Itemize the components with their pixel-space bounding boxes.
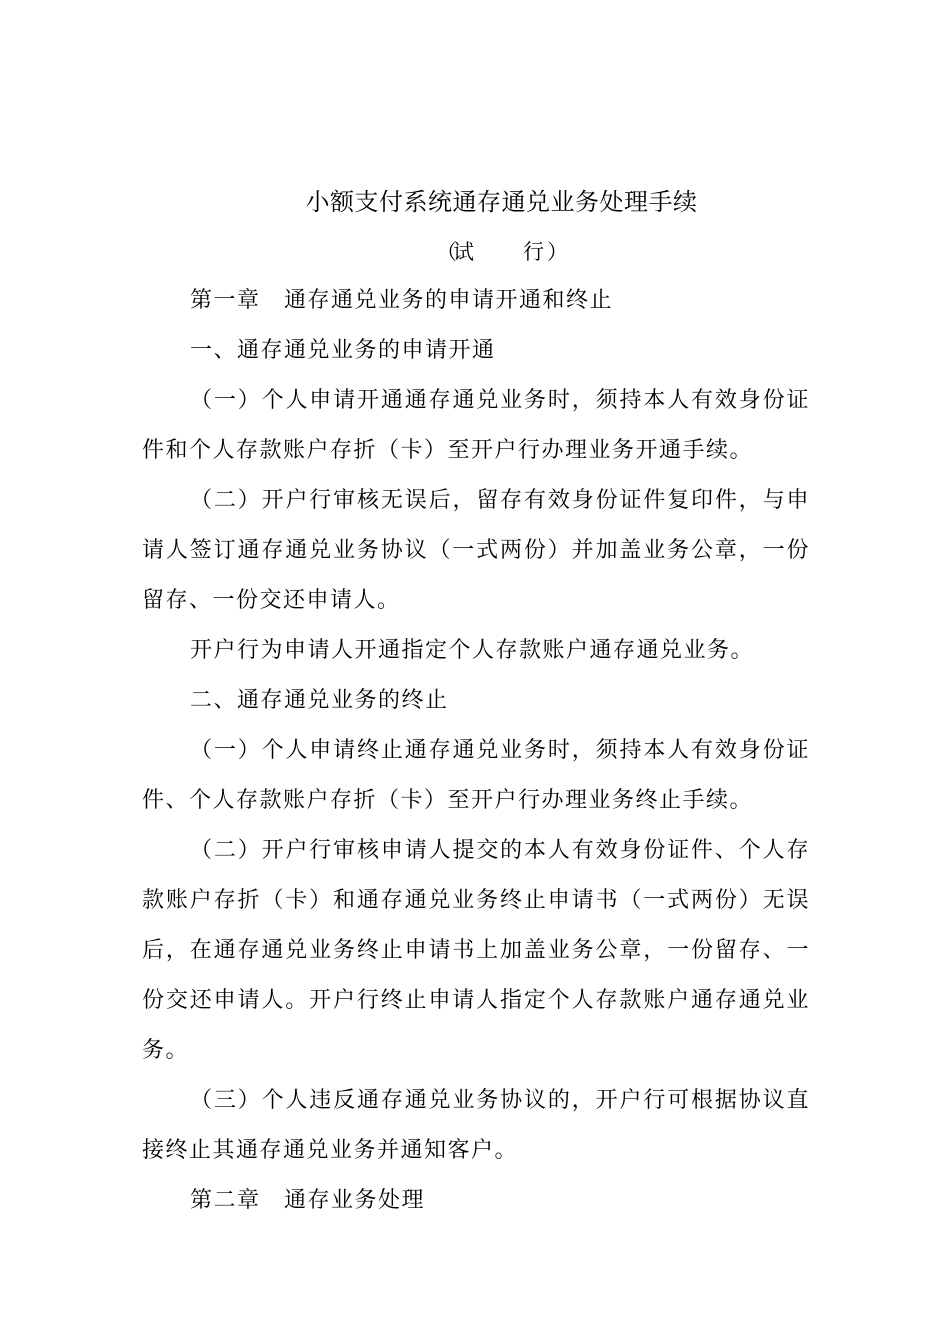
- chapter-1-heading: 第一章 通存通兑业务的申请开通和终止: [190, 288, 614, 313]
- paragraph-open-2: （二）开户行审核无误后，留存有效身份证件复印件，与申请人签订通存通兑业务协议（一式两份）并加盖业务公章，一份留存、一份交还申请人。: [142, 488, 810, 613]
- section-1-heading: 一、通存通兑业务的申请开通: [190, 338, 496, 363]
- section-2-heading: 二、通存通兑业务的终止: [190, 688, 449, 713]
- document-body: [142, 276, 810, 1226]
- subtitle-open-paren: （: [436, 240, 457, 264]
- subtitle-second-char: 行: [523, 240, 544, 264]
- document-subtitle: [436, 232, 566, 272]
- paragraph-terminate-2: （二）开户行审核申请人提交的本人有效身份证件、个人存款账户存折（卡）和通存通兑业务终止申请书（一式两份）无误后，在通存通兑业务终止申请书上加盖业务公章，一份留存、一份交还申请人。开户行终止申请人指定个人存款账户通存通兑业务。: [142, 838, 810, 1063]
- subtitle-close-paren: ）: [547, 240, 568, 264]
- subtitle-first-char: 试: [453, 240, 474, 264]
- paragraph-terminate-3: （三）个人违反通存通兑业务协议的，开户行可根据协议直接终止其通存通兑业务并通知客户。: [142, 1088, 810, 1163]
- paragraph-terminate-1: （一）个人申请终止通存通兑业务时，须持本人有效身份证件、个人存款账户存折（卡）至开户行办理业务终止手续。: [142, 738, 810, 813]
- document-title: 小额支付系统通存通兑业务处理手续: [305, 188, 698, 216]
- paragraph-open-1: （一）个人申请开通通存通兑业务时，须持本人有效身份证件和个人存款账户存折（卡）至开户行办理业务开通手续。: [142, 388, 810, 463]
- paragraph-open-3: 开户行为申请人开通指定个人存款账户通存通兑业务。: [190, 638, 755, 663]
- chapter-2-heading: 第二章 通存业务处理: [190, 1188, 426, 1213]
